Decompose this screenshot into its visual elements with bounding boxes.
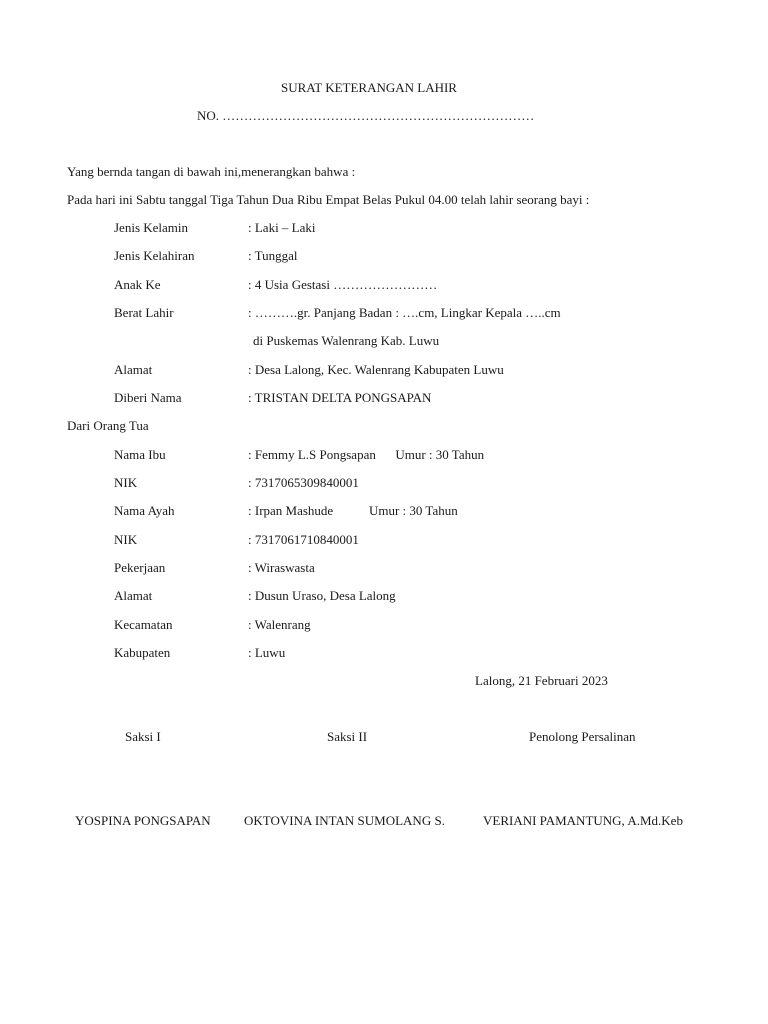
witness2-title: Saksi II — [327, 729, 368, 744]
witness1-title: Saksi I — [125, 729, 161, 744]
witness1-name: YOSPINA PONGSAPAN — [75, 813, 211, 828]
baby-address-value: : Desa Lalong, Kec. Walenrang Kabupaten Luwu — [248, 362, 504, 377]
witness2-name: OKTOVINA INTAN SUMOLANG S. — [244, 813, 445, 828]
father-name-value: : Irpan Mashude Umur : 30 Tahun — [248, 503, 458, 518]
regency-label: Kabupaten — [114, 645, 171, 660]
father-name-label: Nama Ayah — [114, 503, 175, 518]
father-nik-value: : 7317061710840001 — [248, 532, 359, 547]
father-nik-label: NIK — [114, 532, 138, 547]
weight-value: : ……….gr. Panjang Badan : ….cm, Lingkar Kepala …..cm — [248, 305, 561, 320]
gender-value: : Laki – Laki — [248, 220, 316, 235]
gender-label: Jenis Kelamin — [114, 220, 189, 235]
helper-title: Penolong Persalinan — [529, 729, 636, 744]
birth-type-label: Jenis Kelahiran — [114, 248, 195, 263]
baby-name-label: Diberi Nama — [114, 390, 182, 405]
place-date: Lalong, 21 Februari 2023 — [475, 673, 608, 688]
job-label: Pekerjaan — [114, 560, 166, 575]
document-number: NO. ……………………………………………………………… — [197, 108, 535, 123]
weight-label: Berat Lahir — [114, 305, 174, 320]
child-order-label: Anak Ke — [114, 277, 161, 292]
parents-heading: Dari Orang Tua — [67, 418, 149, 433]
baby-address-label: Alamat — [114, 362, 153, 377]
birth-type-value: : Tunggal — [248, 248, 298, 263]
district-value: : Walenrang — [248, 617, 311, 632]
parents-address-label: Alamat — [114, 588, 153, 603]
mother-nik-value: : 7317065309840001 — [248, 475, 359, 490]
mother-name-value: : Femmy L.S Pongsapan Umur : 30 Tahun — [248, 447, 485, 462]
mother-nik-label: NIK — [114, 475, 138, 490]
birth-statement: Pada hari ini Sabtu tanggal Tiga Tahun Dua Ribu Empat Belas Pukul 04.00 telah lahir seorang bayi : — [67, 192, 590, 207]
baby-name-value: : TRISTAN DELTA PONGSAPAN — [248, 390, 432, 405]
birth-place-value: di Puskemas Walenrang Kab. Luwu — [253, 333, 440, 348]
parents-address-value: : Dusun Uraso, Desa Lalong — [248, 588, 396, 603]
document-title: SURAT KETERANGAN LAHIR — [281, 80, 457, 95]
mother-name-label: Nama Ibu — [114, 447, 166, 462]
intro-text: Yang bernda tangan di bawah ini,menerangkan bahwa : — [67, 164, 356, 179]
child-order-value: : 4 Usia Gestasi …………………… — [248, 277, 438, 292]
job-value: : Wiraswasta — [248, 560, 315, 575]
regency-value: : Luwu — [248, 645, 286, 660]
helper-name: VERIANI PAMANTUNG, A.Md.Keb — [483, 813, 683, 828]
district-label: Kecamatan — [114, 617, 173, 632]
